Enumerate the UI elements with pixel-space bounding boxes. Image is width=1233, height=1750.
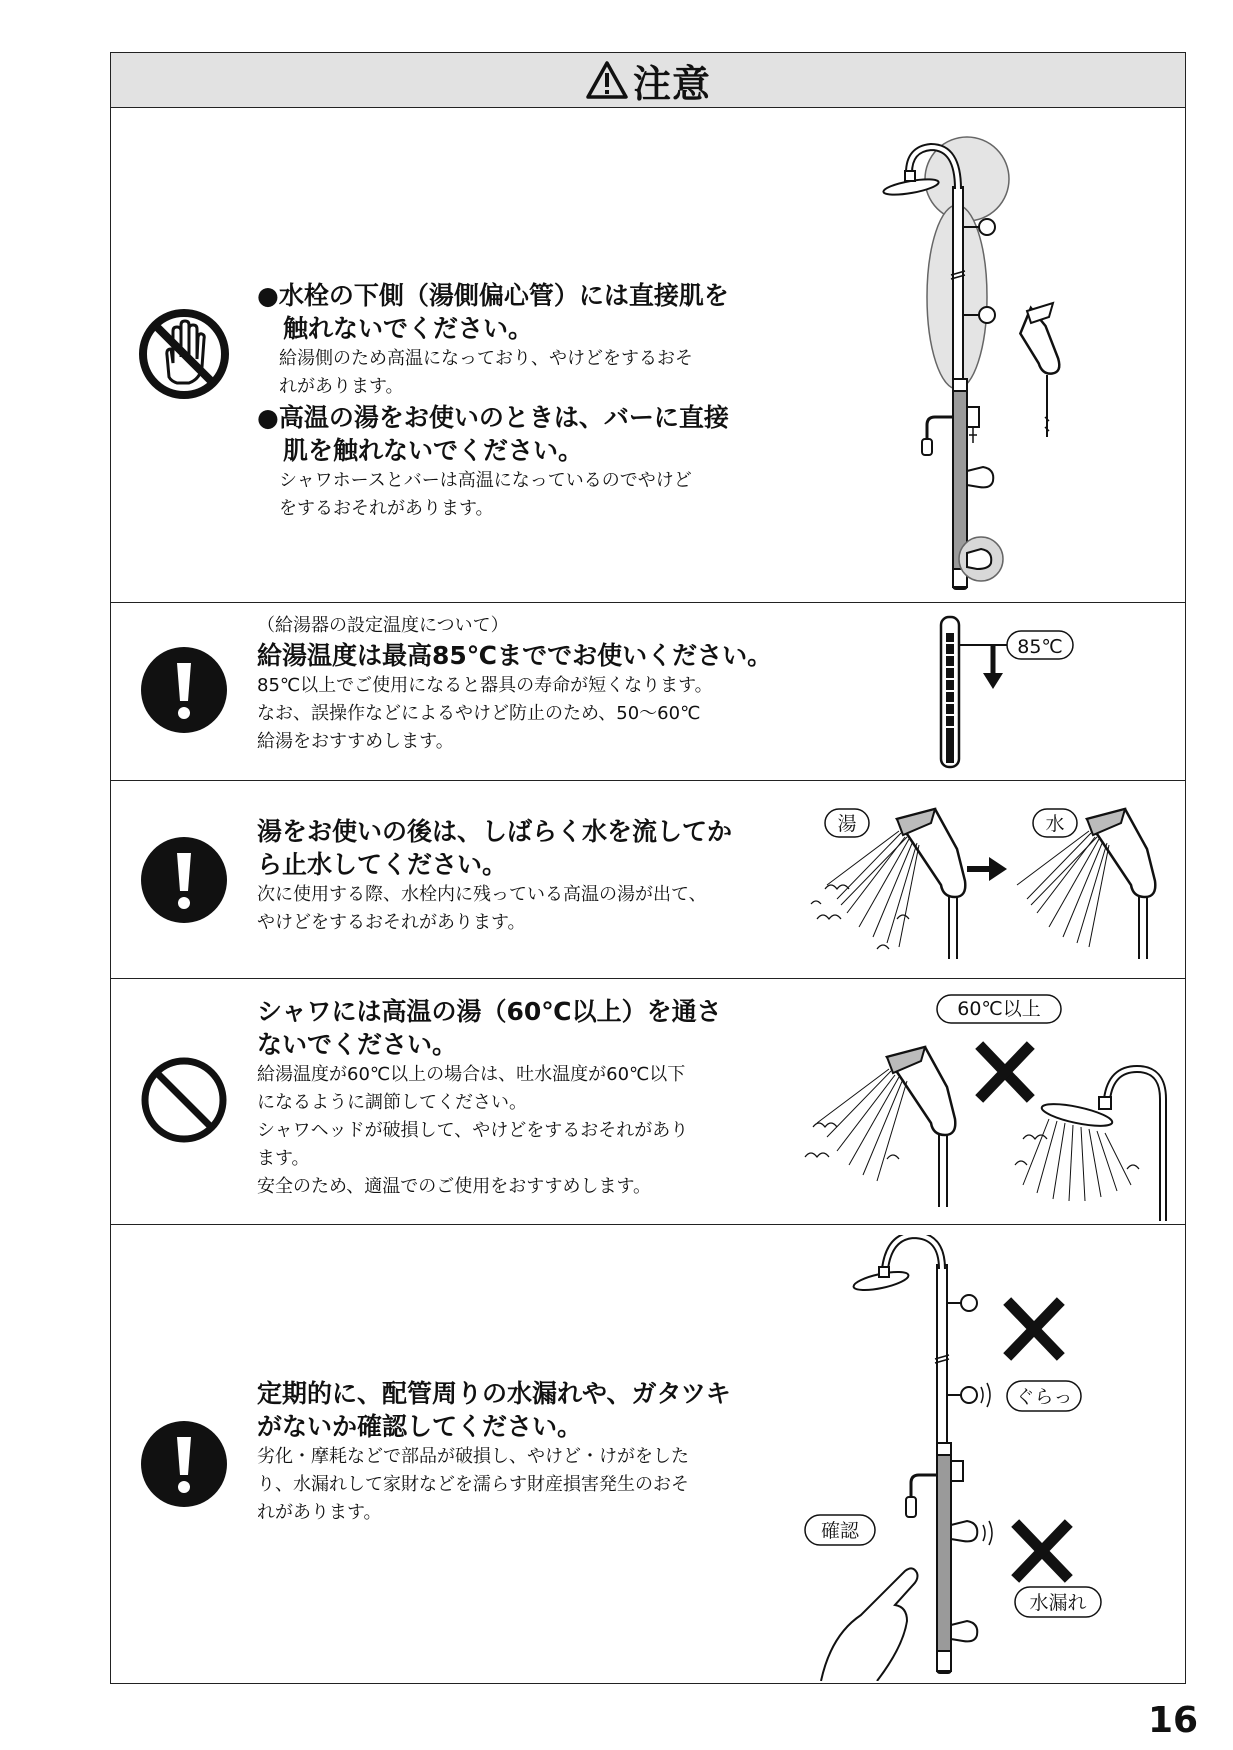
high-temp-body-line-1: 給湯温度が60℃以上の場合は、吐水温度が60℃以下 <box>257 1064 686 1085</box>
shower-bar-figure <box>869 117 1169 597</box>
high-temp-label: 60℃以上 <box>957 998 1041 1020</box>
mandatory-icon <box>139 1419 229 1509</box>
section-hot-water-temperature <box>111 603 1185 781</box>
warning-triangle-icon <box>585 60 629 100</box>
check-body-line-1: 劣化・摩耗などで部品が破損し、やけど・けがをした <box>257 1446 689 1467</box>
check-heading-line-2: がないか確認してください。 <box>257 1412 583 1441</box>
prohibited-icon <box>139 1055 229 1145</box>
cold-water-label: 水 <box>1045 813 1065 835</box>
section-flush-water <box>111 781 1185 979</box>
no-hot-shower-figure <box>787 989 1179 1221</box>
high-temp-heading-line-1: シャワには高温の湯（60℃以上）を通さ <box>257 997 722 1026</box>
item-1-heading-line-2: 触れないでください。 <box>283 314 534 343</box>
flush-heading-line-1: 湯をお使いの後は、しばらく水を流してか <box>257 817 733 846</box>
item-2-body-line-2: をするおそれがあります。 <box>279 498 494 519</box>
high-temp-body-line-2: になるように調節してください。 <box>257 1092 527 1113</box>
caution-title: 注意 <box>632 61 711 106</box>
leak-check-figure <box>801 1235 1181 1681</box>
high-temp-heading-line-2: ないでください。 <box>257 1030 458 1059</box>
check-heading-line-1: 定期的に、配管周りの水漏れや、ガタツキ <box>257 1379 731 1408</box>
no-touch-icon <box>137 307 231 401</box>
check-body-line-2: り、水漏れして家財などを濡らす財産損害発生のおそ <box>257 1474 689 1495</box>
temperature-body-line-2: なお、誤操作などによるやけど防止のため、50～60℃ <box>257 703 701 724</box>
item-2-heading-line-1: ●高温の湯をお使いのときは、バーに直接 <box>257 403 729 432</box>
section-no-touch <box>111 107 1185 603</box>
high-temp-body-line-5: 安全のため、適温でのご使用をおすすめします。 <box>257 1176 652 1197</box>
item-1-heading-line-1: ●水栓の下側（湯側偏心管）には直接肌を <box>257 281 729 310</box>
check-label: 確認 <box>820 1520 859 1542</box>
section-periodic-check <box>111 1225 1185 1685</box>
temperature-note: （給湯器の設定温度について） <box>257 615 509 636</box>
temperature-limit-label: 85℃ <box>1017 636 1063 658</box>
wobble-label: ぐらっ <box>1015 1386 1073 1408</box>
section-no-high-temperature <box>111 979 1185 1225</box>
caution-box <box>110 52 1186 1684</box>
caution-header <box>111 53 1185 108</box>
temperature-body-line-3: 給湯をおすすめします。 <box>257 731 454 752</box>
item-2-heading-line-2: 肌を触れないでください。 <box>283 436 584 465</box>
page-number: 16 <box>1148 1700 1199 1741</box>
high-temp-body-line-4: ます。 <box>257 1148 310 1169</box>
mandatory-icon <box>139 835 229 925</box>
item-1-body-line-2: れがあります。 <box>279 376 404 397</box>
high-temp-body-line-3: シャワヘッドが破損して、やけどをするおそれがあり <box>257 1120 689 1141</box>
hot-water-label: 湯 <box>837 813 857 835</box>
check-body-line-3: れがあります。 <box>257 1502 382 1523</box>
flush-body-line-1: 次に使用する際、水栓内に残っている高温の湯が出て、 <box>257 884 707 905</box>
flush-heading-line-2: ら止水してください。 <box>257 850 508 879</box>
flush-body-line-2: やけどをするおそれがあります。 <box>257 912 526 933</box>
temperature-body-line-1: 85℃以上でご使用になると器具の寿命が短くなります。 <box>257 675 713 696</box>
item-1-body-line-1: 給湯側のため高温になっており、やけどをするおそ <box>279 348 693 369</box>
mandatory-icon <box>139 645 229 735</box>
leak-label: 水漏れ <box>1029 1592 1087 1614</box>
item-2-body-line-1: シャワホースとバーは高温になっているのでやけど <box>279 470 692 491</box>
temperature-heading: 給湯温度は最高85℃まででお使いください。 <box>257 641 773 670</box>
